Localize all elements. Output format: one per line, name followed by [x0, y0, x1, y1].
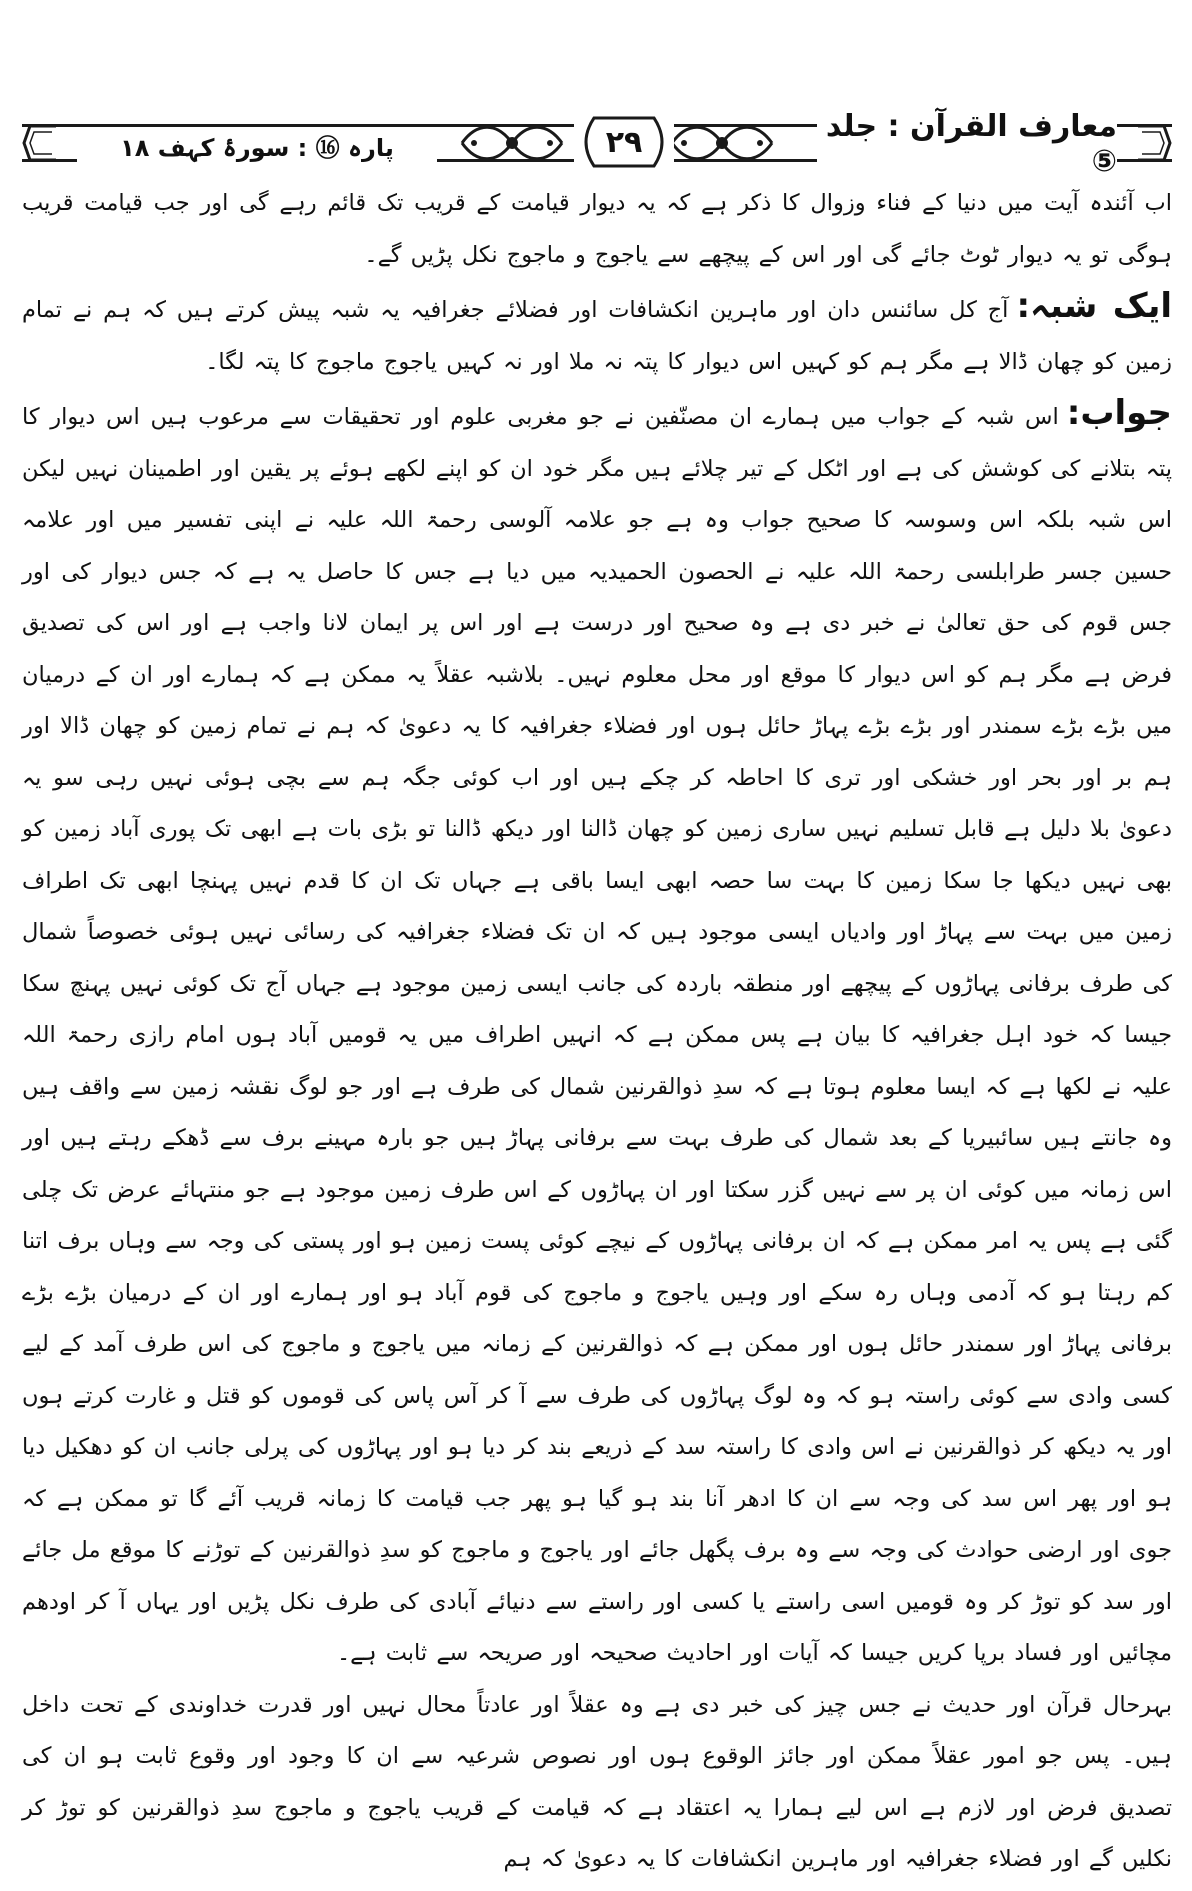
paragraph-text: اس شبہ کے جواب میں ہمارے ان مصنّفین نے جو مغربی علوم اور تحقیقات سے مرعوب ہیں اس دیوار کا پتہ بتلانے کی کوشش کی ہے اور اٹکل کے تیر چلائے ہیں مگر خود ان کو اپنے لکھے ہوئے پر یقین اور اطمینان نہیں لیکن اس شبہ بلکہ اس وسوسہ کا صحیح جواب وہ ہے جو علامہ آلوسی رحمۃ اللہ علیہ نے اپنی تفسیر میں اور علامہ حسین جسر طرابلسی رحمۃ اللہ علیہ نے الحصون الحمیدیہ میں دیا ہے جس کا حاصل یہ ہے کہ جس دیوار کی اور جس قوم کی حق تعالیٰ نے خبر دی ہے وہ صحیح اور درست ہے اور اس پر ایمان لانا واجب ہے اور اس کی تصدیق فرض ہے مگر ہم کو اس دیوار کا موقع اور محل معلوم نہیں۔ بلاشبہ عقلاً یہ ممکن ہے کہ ہمارے اور ان کے درمیان میں بڑے بڑے سمندر اور بڑے بڑے پہاڑ حائل ہوں اور فضلاء جغرافیہ کا یہ دعویٰ کہ ہم نے تمام زمین کو چھان ڈالا اور ہم بر اور بحر اور خشکی اور تری کا احاطہ کر چکے ہیں اور اب کوئی جگہ ہم سے بچی ہوئی نہیں رہی سو یہ دعویٰ بلا دلیل ہے قابل تسلیم نہیں ساری زمین کو چھان ڈالنا اور دیکھ ڈالنا تو بڑی بات ہے ابھی تک پوری آباد زمین کو بھی نہیں دیکھا جا سکا زمین کا بہت سا حصہ ابھی ایسا باقی ہے جہاں تک ان کا قدم نہیں پہنچا ابھی تک اطراف زمین میں بہت سے پہاڑ اور وادیاں ایسی موجود ہیں کہ ان تک فضلاء جغرافیہ کی رسائی نہیں ہوئی خصوصاً شمال کی طرف برفانی پہاڑوں کے پیچھے اور منطقہ باردہ کی جانب ایسی زمین موجود ہے جہاں آج تک کوئی نہیں پہنچ سکا جیسا کہ خود اہل جغرافیہ کا بیان ہے پس ممکن ہے کہ انہیں اطراف میں یہ قومیں آباد ہوں امام رازی رحمۃ اللہ علیہ نے لکھا ہے کہ ایسا معلوم ہوتا ہے کہ سدِ ذوالقرنین شمال کی طرف ہے اور جو لوگ نقشہ زمین سے واقف ہیں وہ جانتے ہیں سائبیریا کے بعد شمال کی طرف بہت سے برفانی پہاڑ ہیں جو بارہ مہینے برف سے ڈھکے رہتے ہیں اور اس زمانہ میں کوئی ان پر سے نہیں گزر سکتا اور ان پہاڑوں کے اس طرف زمین موجود ہے جو منتہائے عرض تک چلی گئی ہے پس یہ امر ممکن ہے کہ ان برفانی پہاڑوں کے نیچے کوئی پست زمین ہو اور پستی کی وجہ سے وہاں برف اتنا کم رہتا ہو کہ آدمی وہاں رہ سکے اور وہیں یاجوج و ماجوج کی قوم آباد ہو اور ہمارے اور ان کے درمیان بڑے بڑے برفانی پہاڑ اور سمندر حائل ہوں اور ممکن ہے کہ ذوالقرنین کے زمانہ میں یاجوج و ماجوج کی اس طرف آمد کے لیے کسی وادی سے کوئی راستہ ہو کہ وہ لوگ پہاڑوں کی طرف سے آ کر آس پاس کی قوموں کو قتل و غارت کرتے ہوں اور یہ دیکھ کر ذوالقرنین نے اس وادی کا راستہ سد کے ذریعے بند کر دیا ہو اور پہاڑوں کی پرلی جانب ان کو دھکیل دیا ہو اور پھر اس سد کی وجہ سے ان کا ادھر آنا بند ہو گیا ہو پھر جب قیامت کا زمانہ قریب آئے گا تو ممکن ہے کہ جوی اور ارضی حوادث کی وجہ سے وہ برف پگھل جائے اور یاجوج و ماجوج کو سدِ ذوالقرنین کے توڑنے کا موقع مل جائے اور سد کو توڑ کر وہ قومیں اسی راستے یا کسی اور راستے سے دنیائے آبادی کی طرف نکل پڑیں اور یہاں آ کر اودھم مچائیں اور فساد برپا کریں جیسا کہ آیات اور احادیث صحیحہ اور صریحہ سے ثابت ہے۔ — [22, 404, 1172, 1666]
paragraph-intro — [22, 178, 1172, 281]
paragraph-objection — [22, 281, 1172, 388]
running-header-part-surah: پارہ ⑯ : سورۂ کہف ۱۸ — [77, 127, 437, 163]
running-header-book-title: معارف القرآن : جلد ⑤ — [817, 124, 1117, 164]
paragraph-answer — [22, 388, 1172, 1680]
page-body — [22, 178, 1173, 1872]
paragraph-conclusion — [22, 1680, 1172, 1886]
paragraph-text: آج کل سائنس دان اور ماہرین انکشافات اور فضلائے جغرافیہ یہ شبہ پیش کرتے ہیں کہ ہم نے تمام زمین کو چھان ڈالا ہے مگر ہم کو کہیں اس دیوار کا پتہ نہ ملا اور نہ کہیں یاجوج ماجوج کا پتہ لگا۔ — [22, 297, 1172, 375]
frame-left-cap-icon — [22, 124, 56, 162]
page-number: ۲۹ — [605, 124, 643, 160]
page-header — [22, 109, 1172, 179]
answer-heading: جواب: — [1066, 393, 1172, 433]
page-number-frame — [574, 112, 674, 172]
left-ornament-icon — [452, 114, 572, 172]
paragraph-text: بہرحال قرآن اور حدیث نے جس چیز کی خبر دی ہے وہ عقلاً اور عادتاً محال نہیں اور قدرت خداوندی کے تحت داخل ہیں۔ پس جو امور عقلاً ممکن اور جائز الوقوع ہوں اور نصوص شرعیہ سے ان کا وجود اور وقوع ثابت ہو ان کی تصدیق فرض اور لازم ہے اس لیے ہمارا یہ اعتقاد ہے کہ قیامت کے قریب یاجوج و ماجوج سدِ ذوالقرنین کو توڑ کر نکلیں گے اور فضلاء جغرافیہ اور ماہرین انکشافات کا یہ دعویٰ کہ ہم — [22, 1691, 1172, 1872]
frame-right-cap-icon — [1138, 124, 1172, 162]
paragraph-text: اب آئندہ آیت میں دنیا کے فناء وزوال کا ذکر ہے کہ یہ دیوار قیامت کے قریب تک قائم رہے گی اور جب قیامت قریب ہوگی تو یہ دیوار ٹوٹ جائے گی اور اس کے پیچھے سے یاجوج و ماجوج نکل پڑیں گے۔ — [22, 190, 1172, 268]
right-ornament-icon — [662, 114, 782, 172]
objection-heading: ایک شبہ: — [1016, 286, 1173, 326]
